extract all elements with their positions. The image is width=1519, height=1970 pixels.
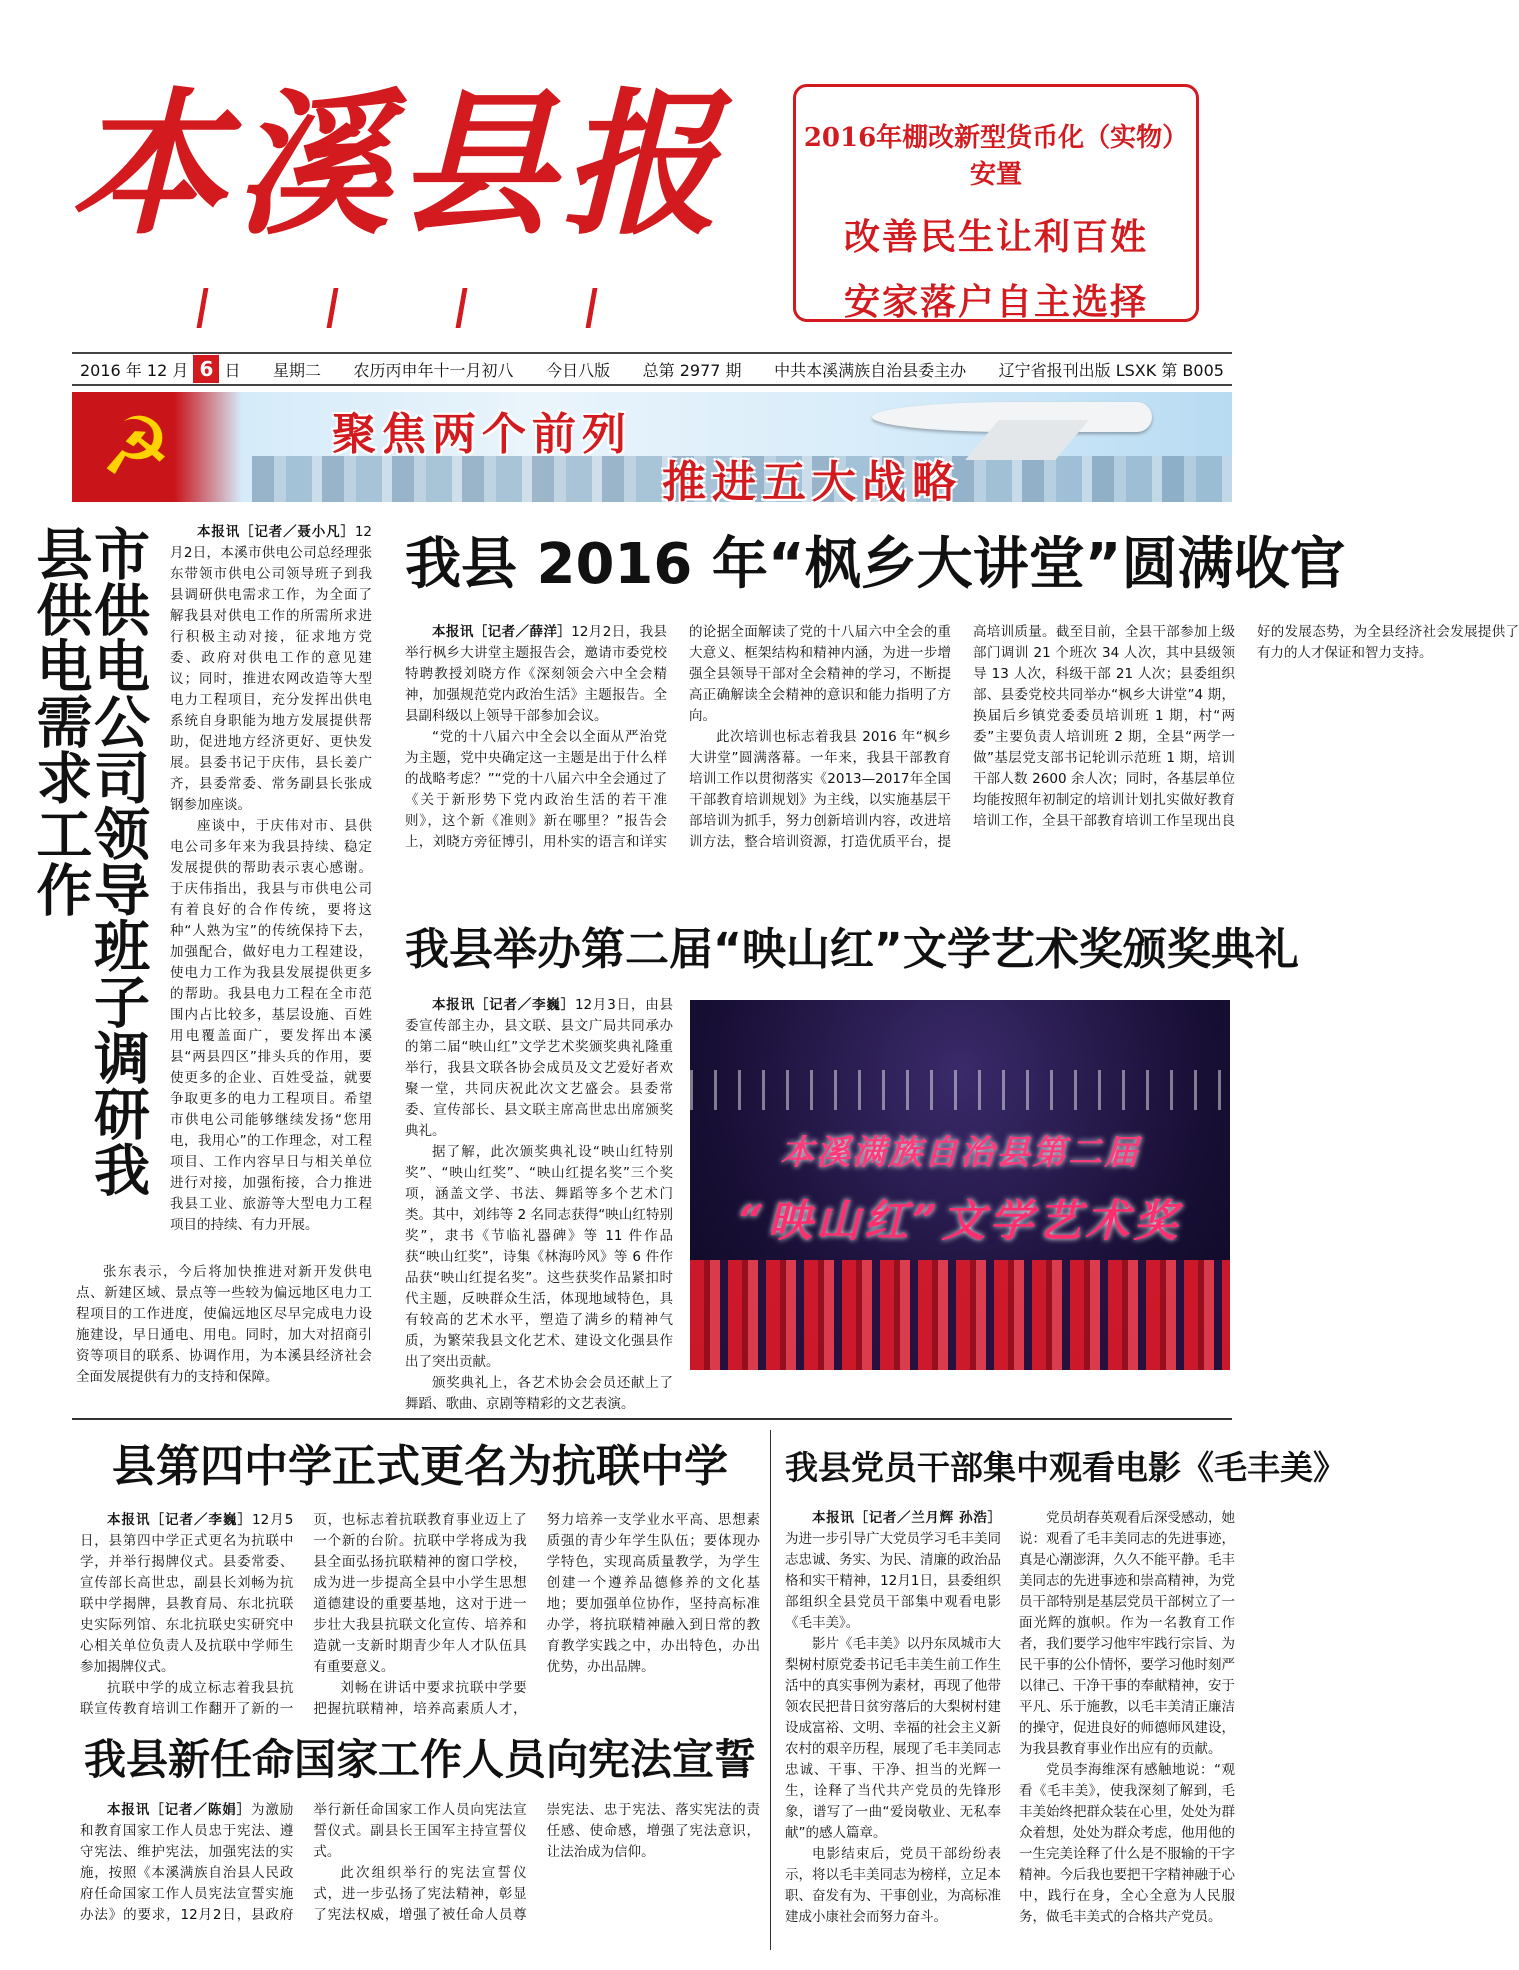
paragraph: 座谈中，于庆伟对市、县供电公司多年来为我县持续、稳定发展提供的帮助表示衷心感谢。于庆伟指出，我县与市供电公司有着良好的合作传统，要将这种“人熟为宝”的传统保持下去，加强配合，做好电力工程建设，使电力工作为我县发展提供更多的帮助。我县电力工程在全市范围内占比较多，基层设施、百姓用电覆盖面广，要发挥出本溪县“两县四区”排头兵的作用，要使更多的企业、百姓受益，就要争取更多的电力工程项目。希望市供电公司能够继续发扬“您用电，我用心”的工作理念，对工程项目、工作内容早日与相关单位进行对接，加强衔接，合力推进我县工业、旅游等大型电力工程项目的持续、有力开展。 [170, 818, 372, 1233]
paragraph: 此次培训也标志着我县 2016 年“枫乡大讲堂”圆满落幕。一年来，我县干部教育培训工作以贯彻落实《2013—2017年全国干部教育培训规划》为主线，以实施基层干部培训为抓手，努力创新培训内容，改进培训方法，整合培训资源，打造优质平台，提高培训质量。截至目前，全县干部参加上级部门调训 21 个班次 34 人次，其中县级领导 13 人次，科级干部 21 人次；县委组织部、县委党校共同举办“枫乡大讲堂”4 期，换届后乡镇党委委员培训班 1 期，村“两委”主要负责人培训班 2 期，全县“两学一做”基层党支部书记轮训示范班 1 期，培训干部人数 2600 余人次；同时，各基层单位均能按照年初制定的培训计划扎实做好教育培训工作，全县干部教育培训工作呈现出良好的发展态势，为全县经济社会发展提供了有力的人才保证和智力支持。 [689, 624, 1519, 850]
promo-box [793, 84, 1199, 322]
byline: 本报讯［记者／聂小凡］ [197, 524, 355, 540]
issue-info-bar [72, 352, 1232, 386]
banner-slogan-1: 聚焦两个前列 [332, 409, 632, 460]
paragraph: 影片《毛丰美》以丹东凤城市大梨树村原党委书记毛丰美生前工作生活中的真实事例为素材，再现了他带领农民把昔日贫穷落后的大梨树村建设成富裕、文明、幸福的社会主义新农村的艰辛历程，展现了毛丰美同志忠诚、干事、干净、担当的光辉一生，诠释了当代共产党员的先锋形象，谱写了一曲“爱岗敬业、无私奉献”的感人篇章。 [785, 1636, 1001, 1841]
article-school-body [80, 1510, 760, 1720]
weekday: 星期二 [273, 360, 322, 380]
newspaper-masthead: 本溪县报 [70, 73, 726, 256]
article-oath-title: 我县新任命国家工作人员向宪法宣誓 [83, 1735, 756, 1784]
article-movie-title: 我县党员干部集中观看电影《毛丰美》 [785, 1448, 1346, 1487]
paragraph: 张东表示，今后将加快推进对新开发供电点、新建区域、景点等一些较为偏远地区电力工程项目的工作进度，使偏远地区尽早完成电力设施建设，早日通电、用电。同时，加大对招商引资等项目的联系、协调作用，为本溪县经济社会全面发展提供有力的支持和保障。 [76, 1264, 372, 1385]
license-number: 辽宁省报刊出版 LSXK 第 B005 [998, 360, 1224, 380]
article-school-title: 县第四中学正式更名为抗联中学 [112, 1441, 728, 1492]
byline: 本报讯［记者／兰月辉 孙浩］ [812, 1510, 1001, 1526]
paragraph: 党员李海维深有感触地说：“观看《毛丰美》，使我深刻了解到，毛丰美始终把群众装在心里，处处为群众着想，处处为群众考虑，他用他的一生完美诠释了什么是不服输的干字精神。今后我也要把干字精神融于心中，践行在身，全心全意为人民服务，做毛丰美式的合格共产党员。 [1019, 1762, 1235, 1925]
paragraph: 刘畅在讲话中要求抗联中学要把握抗联精神，培养高素质人才，努力培养一支学业水平高、思想素质强的青少年学生队伍；要体现办学特色，实现高质量教学，为学生创建一个遵养品德修养的文化基地；要加强单位协作，坚持高标准办学，将抗联精神融入到日常的教育教学实践之中，办出特色，办出优势，办出品牌。 [313, 1512, 760, 1717]
party-emblem-icon: ☭ [72, 392, 242, 502]
paragraph: 为激励和教育国家工作人员忠于宪法、遵守宪法、维护宪法，加强宪法的实施，按照《本溪满族自治县人民政府任命国家工作人员宪法宣誓实施办法》的要求，12月2日，县政府举行新任命国家工作人员向宪法宣誓仪式。副县长王国军主持宣誓仪式。 [80, 1802, 527, 1923]
paragraph: 12月3日，由县委宣传部主办，县文联、县文广局共同承办的第二届“映山红”文学艺术奖颁奖典礼隆重举行，我县文联各协会成员及文艺爱好者欢聚一堂，共同庆祝此次文艺盛会。县委常委、宣传部长、县文联主席高世忠出席颁奖典礼。 [405, 997, 673, 1139]
sponsor: 中共本溪满族自治县委主办 [774, 360, 967, 380]
issue-number: 总第 2977 期 [642, 360, 742, 380]
paragraph: 此次组织举行的宪法宣誓仪式，进一步弘扬了宪法精神，彰显了宪法权威，增强了被任命人员尊崇宪法、忠于宪法、落实宪法的责任感、使命感，增强了宪法意识，让法治成为信仰。 [313, 1802, 760, 1923]
stage-lights [690, 1070, 1230, 1110]
column-divider [770, 1430, 771, 1950]
article-power-body [170, 522, 372, 1262]
byline: 本报讯［记者／李巍］ [432, 997, 575, 1013]
airplane-image [872, 402, 1152, 432]
article-lecture-title: 我县 2016 年“枫乡大讲堂”圆满收官 [405, 532, 1346, 597]
dancers-on-stage [690, 1260, 1230, 1370]
article-power-body-end [76, 1262, 372, 1385]
paragraph: 据了解，此次颁奖典礼设“映山红特别奖”、“映山红奖”、“映山红提名奖”三个奖项，涵盖文学、书法、舞蹈等多个艺术门类。其中，刘纬等 2 名同志获得“映山红特别奖”，隶书《节临礼器碑》等 11 件作品获“映山红奖”，诗集《林海吟风》等 6 件作品获“映山红提名奖”。这些获奖作品紧扣时代主题，反映群众生活，体现地域特色，具有较高的艺术水平，塑造了满乡的精神气质，为繁荣我县文化艺术、建设文化强县作出了突出贡献。 [405, 1144, 673, 1370]
article-lecture-body [405, 622, 1519, 872]
section-divider [72, 1418, 1232, 1420]
paragraph: 电影结束后，党员干部纷纷表示，将以毛丰美同志为榜样，立足本职、奋发有为、干事创业，为高标准建成小康社会而努力奋斗。 [785, 1846, 1001, 1925]
article-power-title: 市供电公司领导班子调研我县供电需求工作 [27, 525, 150, 1197]
paragraph: “党的十八届六中全会以全面从严治党为主题，党中央确定这一主题是出于什么样的战略考虑？”“党的十八届六中全会通过了《关于新形势下党内政治生活的若干准则》，这个新《准则》新在哪里？”报告会上，刘晓方旁征博引，用朴实的语言和详实的论据全面解读了党的十八届六中全会的重大意义、框架结构和精神内涵，为进一步增强全县领导干部对全会精神的学习，不断提高正确解读全会精神的意识和能力指明了方向。 [405, 624, 951, 850]
issue-date [80, 355, 240, 383]
promo-line-2: 改善民生让利百姓 [843, 216, 1148, 258]
byline: 本报讯［记者／李巍］ [107, 1512, 253, 1528]
paragraph: 颁奖典礼上，各艺术协会会员还献上了舞蹈、歌曲、京剧等精彩的文艺表演。 [405, 1375, 673, 1412]
article-oath-body [80, 1800, 760, 1950]
promo-line-1: 2016年棚改新型货币化（实物）安置 [803, 123, 1189, 190]
slogan-banner [72, 392, 1232, 508]
date-suffix: 日 [224, 361, 241, 380]
page-count: 今日八版 [546, 360, 611, 380]
paragraph: 12月5日，县第四中学正式更名为抗联中学，并举行揭牌仪式。县委常委、宣传部长高世忠，副县长刘畅为抗联中学揭牌，县教育局、东北抗联史实际列馆、东北抗联史实研究中心相关单位负责人及抗联中学师生参加揭牌仪式。 [80, 1512, 294, 1675]
mongolian-script-logo [200, 288, 620, 328]
banner-slogan-2: 推进五大战略 [662, 457, 962, 508]
stage-screen-text-1: 本溪满族自治县第二届 [780, 1133, 1140, 1173]
paragraph: 党员胡春英观看后深受感动，她说：观看了毛丰美同志的先进事迹，真是心潮澎湃，久久不能平静。毛丰美同志的先进事迹和崇高精神，为党员干部特别是基层党员干部树立了一面光辉的旗帜。作为一名教育工作者，我们要学习他牢牢践行宗旨、为民干事的公仆情怀，要学习他时刻严以律己、干净干事的奉献精神，安于平凡、乐于施教，以毛丰美清正廉洁的操守，促进良好的师德师风建设，为我县教育事业作出应有的贡献。 [1019, 1510, 1235, 1757]
stage-screen-text-2: “映山红”文学艺术奖 [738, 1196, 1182, 1247]
date-prefix: 2016 年 12 月 [80, 361, 189, 380]
article-award-body [405, 995, 673, 1412]
paragraph: 抗联中学的成立标志着我县抗联宣传教育培训工作翻开了新的一页，也标志着抗联教育事业迈上了一个新的台阶。抗联中学将成为我县全面弘扬抗联精神的窗口学校，成为进一步提高全县中小学生思想道德建设的重要基地，这对于进一步壮大我县抗联文化宣传、培养和造就一支新时期青少年人才队伍具有重要意义。 [80, 1512, 527, 1717]
byline: 本报讯［记者／薛洋］ [432, 624, 572, 640]
article-award-title: 我县举办第二届“映山红”文学艺术奖颁奖典礼 [405, 924, 1299, 975]
paragraph: 为进一步引导广大党员学习毛丰美同志忠诚、务实、为民、清廉的政治品格和实干精神，12月1日，县委组织部组织全县党员干部集中观看电影《毛丰美》。 [785, 1531, 1001, 1631]
byline: 本报讯［记者／陈娟］ [107, 1802, 252, 1818]
award-ceremony-photo [690, 1000, 1230, 1370]
date-day-badge: 6 [193, 355, 219, 383]
promo-line-3: 安家落户自主选择 [843, 281, 1148, 323]
article-movie-body [785, 1508, 1235, 1950]
lunar-date: 农历丙申年十一月初八 [353, 360, 514, 380]
paragraph: 12月2日，我县举行枫乡大讲堂主题报告会，邀请市委党校特聘教授刘晓方作《深刻领会六中全会精神，加强规范党内政治生活》主题报告。全县副科级以上领导干部参加会议。 [405, 624, 667, 724]
paragraph: 12月2日，本溪市供电公司总经理张东带领市供电公司领导班子到我县调研供电需求工作，为全面了解我县对供电工作的所需所求进行积极主动对接，征求地方党委、政府对供电工作的意见建议；同时，推进农网改造等大型电力工程项目，充分发挥出供电系统自身职能为地方发展提供帮助，促进地方经济更好、更快发展。县委书记于庆伟，县长姜广齐，县委常委、常务副县长张成钢参加座谈。 [170, 524, 372, 813]
